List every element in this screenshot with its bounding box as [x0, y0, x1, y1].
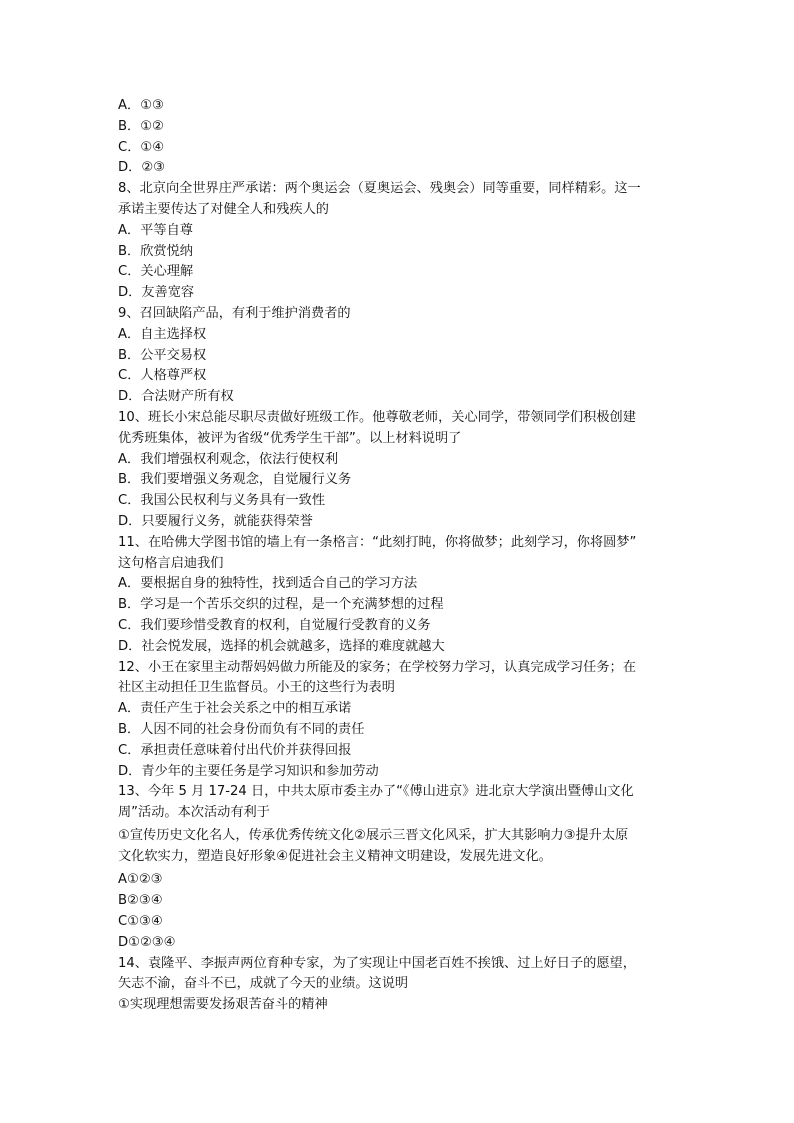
question-11: [118, 533, 688, 658]
question-stem: 12、小王在家里主动帮妈妈做力所能及的家务；在学校努力学习，认真完成学习任务；在: [118, 659, 636, 675]
question-stem: 这句格言启迪我们: [118, 555, 224, 571]
option-a: A．①③: [118, 98, 164, 113]
option-b: B．欣赏悦纳: [118, 243, 193, 259]
option-b: B．我们要增强义务观念，自觉履行义务: [118, 472, 352, 488]
option-d: D．青少年的主要任务是学习知识和参加劳动: [118, 763, 379, 779]
option-a: A．平等自尊: [118, 222, 193, 238]
option-d: D．友善宽容: [118, 285, 195, 301]
question-stem: 11、在哈佛大学图书馆的墙上有一条格言：“此刻打盹，你将做梦；此刻学习，你将圆梦”: [118, 534, 637, 550]
option-b: B②③④: [118, 893, 163, 909]
option-d: D．②③: [118, 160, 165, 176]
option-c: C①③④: [118, 914, 163, 930]
option-c: C．①④: [118, 139, 165, 155]
question-stem: 14、袁隆平、李振声两位育种专家，为了实现让中国老百姓不挨饿、过上好日子的愿望，: [118, 955, 636, 971]
question-7-options: [118, 96, 688, 179]
option-a: A．自主选择权: [118, 326, 207, 342]
question-stem: 9、召回缺陷产品，有利于维护消费者的: [118, 305, 351, 321]
document-page: [118, 96, 688, 1016]
statement-line: ①宣传历史文化名人，传承优秀传统文化②展示三晋文化风采，扩大其影响力③提升太原: [118, 827, 629, 843]
question-13: [118, 782, 688, 953]
question-stem: 矢志不渝，奋斗不已，成就了今天的业绩。这说明: [118, 976, 409, 992]
option-d: D①②③④: [118, 934, 176, 950]
option-a: A①②③: [118, 872, 163, 888]
question-14: [118, 954, 688, 1016]
option-a: A．责任产生于社会关系之中的相互承诺: [118, 701, 352, 717]
option-a: A．要根据自身的独特性，找到适合自己的学习方法: [118, 576, 418, 592]
question-8: [118, 179, 688, 304]
option-c: C．承担责任意味着付出代价并获得回报: [118, 742, 352, 758]
question-10: [118, 408, 688, 533]
option-c: C．我国公民权利与义务具有一致性: [118, 493, 326, 509]
question-stem: 13、今年 5 月 17-24 日，中共太原市委主办了“《傅山进京》进北京大学演出暨傅山文化: [118, 784, 634, 800]
option-c: C．关心理解: [118, 264, 194, 280]
question-stem: 8、北京向全世界庄严承诺：两个奥运会（夏奥运会、残奥会）同等重要，同样精彩。这一: [118, 181, 641, 197]
option-b: B．学习是一个苦乐交织的过程，是一个充满梦想的过程: [118, 597, 444, 613]
question-stem: 周”活动。本次活动有利于: [118, 805, 270, 821]
question-12: [118, 658, 688, 783]
statement-line: 文化软实力，塑造良好形象④促进社会主义精神文明建设，发展先进文化。: [118, 848, 552, 864]
question-stem: 承诺主要传达了对健全人和残疾人的: [118, 201, 329, 217]
question-stem: 优秀班集体，被评为省级“优秀学生干部”。以上材料说明了: [118, 430, 462, 446]
question-9: [118, 304, 688, 408]
question-stem: 社区主动担任卫生监督员。小王的这些行为表明: [118, 680, 395, 696]
option-c: C．我们要珍惜受教育的权利，自觉履行受教育的义务: [118, 617, 431, 633]
option-a: A．我们增强权利观念，依法行使权利: [118, 451, 339, 467]
question-stem: 10、班长小宋总能尽职尽责做好班级工作。他尊敬老师，关心同学，带领同学们积极创建: [118, 409, 636, 425]
option-d: D．社会悦发展，选择的机会就越多，选择的难度就越大: [118, 638, 445, 654]
option-d: D．合法财产所有权: [118, 389, 234, 405]
statement-line: ①实现理想需要发扬艰苦奋斗的精神: [118, 997, 328, 1013]
option-b: B．公平交易权: [118, 347, 207, 363]
option-c: C．人格尊严权: [118, 368, 207, 384]
option-d: D．只要履行义务，就能获得荣誉: [118, 513, 313, 529]
option-b: B．人因不同的社会身份而负有不同的责任: [118, 721, 365, 737]
option-b: B．①②: [118, 118, 164, 134]
